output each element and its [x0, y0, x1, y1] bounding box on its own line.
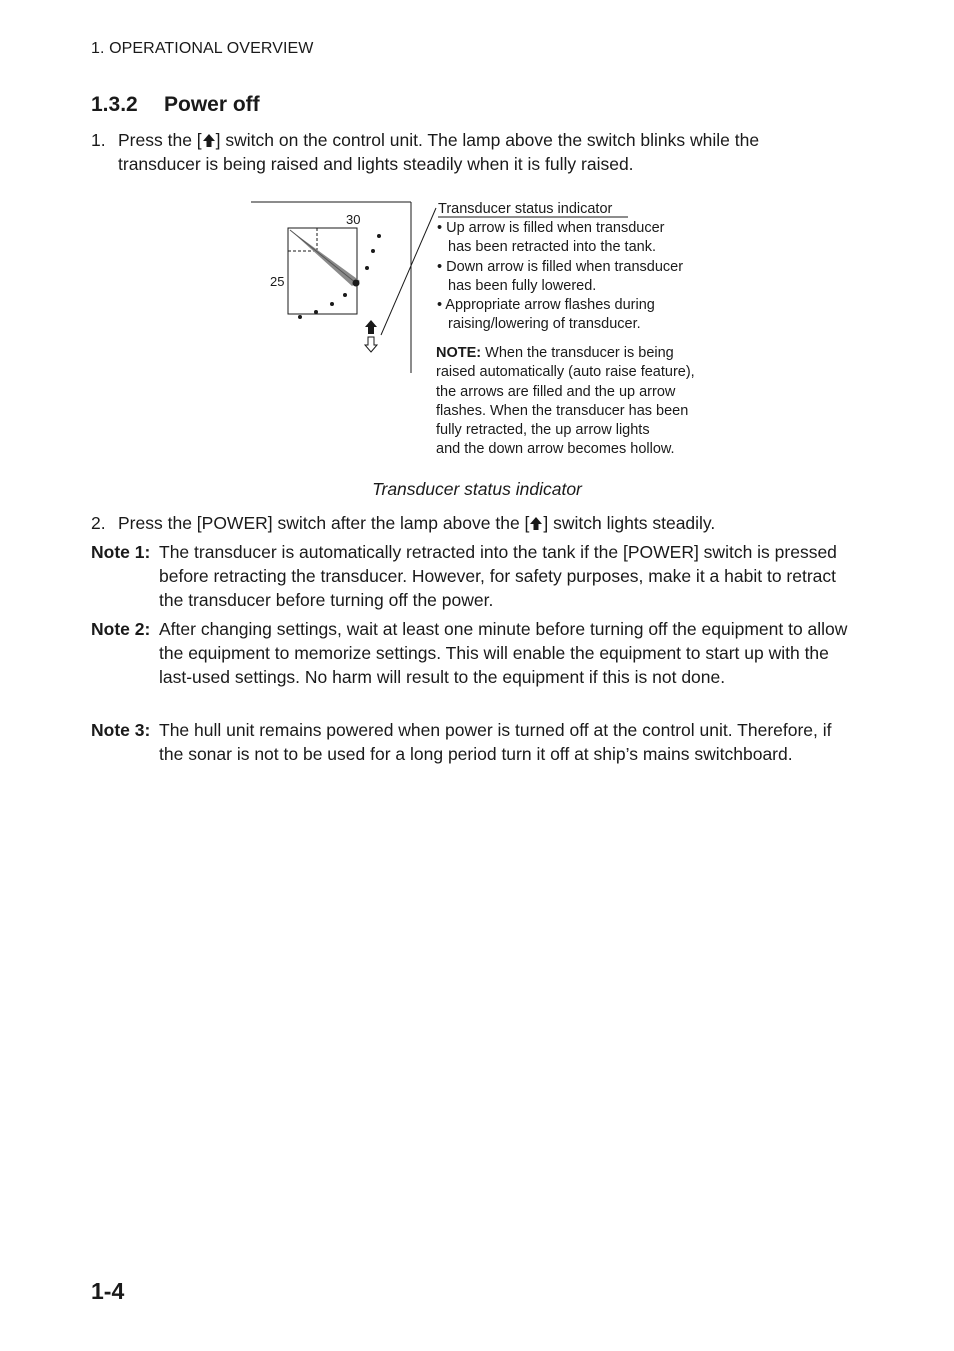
bullet-line: • Down arrow is filled when transducer	[437, 258, 684, 275]
bullet-line: has been retracted into the tank.	[448, 239, 656, 256]
callout-note-label: NOTE:	[436, 345, 482, 361]
running-header: 1. OPERATIONAL OVERVIEW	[91, 40, 314, 57]
note-label: Note 1:	[91, 542, 151, 562]
callout-title: Transducer status indicator	[438, 201, 613, 217]
note-3	[91, 718, 849, 766]
page-number: 1-4	[91, 1278, 125, 1304]
step-text	[118, 128, 811, 176]
note-text: The hull unit remains powered when power is turned off at the control unit. Therefore, if the sonar is not to be used for a long period turn it off at ship’s mains switchboard.	[159, 720, 832, 764]
note-line: the arrows are filled and the up arrow	[436, 383, 676, 400]
transducer-raise-arrow-icon	[202, 133, 216, 148]
note-line: and the down arrow becomes hollow.	[436, 441, 675, 458]
callout-bullet-list	[437, 219, 683, 335]
bullet-line: raising/lowering of transducer.	[448, 316, 641, 333]
scale-label-top: 30	[346, 212, 361, 227]
step-number: 1.	[91, 130, 106, 150]
step-1	[91, 128, 811, 176]
callout-bullet	[437, 219, 683, 258]
step-number: 2.	[91, 513, 106, 533]
step-text-after: ] switch on the control unit. The lamp above the switch blinks while the transducer is being raised and lights steadily when it is fully raised.	[118, 130, 760, 174]
note-text: After changing settings, wait at least one minute before turning off the equipment to allow the equipment to memorize settings. This will enable the equipment to start up with the last-used settings. No harm will result to the equipment if this is not done.	[159, 619, 848, 687]
note-1	[91, 540, 849, 612]
step-text-before: Press the [POWER] switch after the lamp above the [	[118, 513, 530, 533]
scale-label-left: 25	[270, 274, 285, 289]
note-line: flashes. When the transducer has been	[436, 402, 689, 419]
note-line: fully retracted, the up arrow lights	[436, 422, 650, 439]
bullet-line: • Appropriate arrow flashes during	[437, 297, 655, 314]
step-2	[91, 511, 831, 535]
bullet-line: has been fully lowered.	[448, 277, 597, 294]
section-title: Power off	[164, 93, 260, 116]
step-text-before: Press the [	[118, 130, 202, 150]
step-text-after: ] switch lights steadily.	[543, 513, 716, 533]
section-number: 1.3.2	[91, 93, 138, 116]
note-line: When the transducer is being	[485, 345, 674, 361]
note-2	[91, 617, 849, 689]
transducer-raise-arrow-icon	[529, 516, 543, 531]
figure-caption: Transducer status indicator	[372, 479, 582, 499]
section-heading	[91, 93, 260, 117]
bullet-line: • Up arrow is filled when transducer	[437, 220, 665, 236]
callout-bullet	[437, 258, 683, 297]
note-label: Note 3:	[91, 720, 151, 740]
note-label: Note 2:	[91, 619, 151, 639]
transducer-status-figure	[250, 200, 730, 465]
note-text: The transducer is automatically retracted into the tank if the [POWER] switch is pressed before retracting the transducer. However, for safety purposes, make it a habit to retract the transducer before turning off the power.	[159, 542, 837, 610]
note-line: raised automatically (auto raise feature),	[436, 364, 695, 381]
callout-bullet	[437, 296, 683, 335]
callout-note	[436, 344, 695, 460]
step-text	[118, 511, 831, 535]
